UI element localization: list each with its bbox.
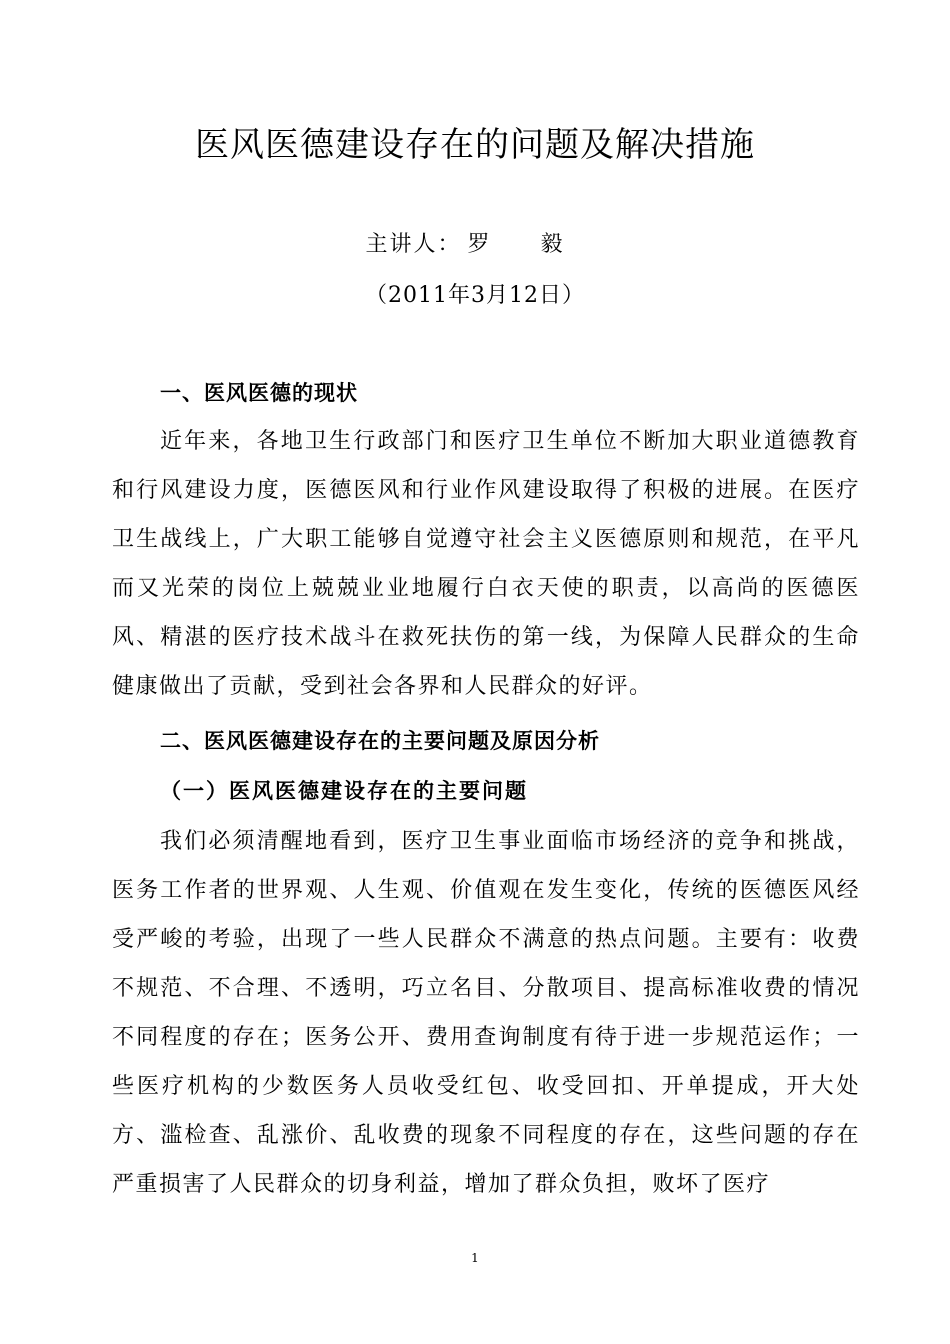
section-1-body (112, 417, 860, 711)
speaker-name: 罗 毅 (467, 232, 585, 257)
section-heading-2: 二、医风医德建设存在的主要问题及原因分析 (160, 729, 600, 753)
document-title: 医风医德建设存在的问题及解决措施 (195, 125, 755, 165)
section-heading-1: 一、医风医德的现状 (160, 381, 358, 405)
section-1-paragraph: 近年来，各地卫生行政部门和医疗卫生单位不断加大职业道德教育和行风建设力度，医德医风和行业作风建设取得了积极的进展。在医疗卫生战线上，广大职工能够自觉遵守社会主义医德原则和规范，在平凡而又光荣的岗位上兢兢业业地履行白衣天使的职责，以高尚的医德医风、精湛的医疗技术战斗在救死扶伤的第一线，为保障人民群众的生命健康做出了贡献，受到社会各界和人民群众的好评。 (112, 429, 860, 699)
lecture-date: （2011年3月12日） (365, 283, 585, 308)
section-2-body (112, 817, 860, 1209)
page-number: 1 (471, 1251, 479, 1265)
section-2-paragraph: 我们必须清醒地看到，医疗卫生事业面临市场经济的竞争和挑战，医务工作者的世界观、人生观、价值观在发生变化，传统的医德医风经受严峻的考验，出现了一些人民群众不满意的热点问题。主要有：收费不规范、不合理、不透明，巧立名目、分散项目、提高标准收费的情况不同程度的存在；医务公开、费用查询制度有待于进一步规范运作；一些医疗机构的少数医务人员收受红包、收受回扣、开单提成，开大处方、滥检查、乱涨价、乱收费的现象不同程度的存在，这些问题的存在严重损害了人民群众的切身利益，增加了群众负担，败坏了医疗 (112, 829, 860, 1197)
speaker-label: 主讲人： (365, 232, 462, 257)
section-subheading-2-1: （一）医风医德建设存在的主要问题 (160, 778, 528, 803)
speaker-line (0, 230, 950, 260)
